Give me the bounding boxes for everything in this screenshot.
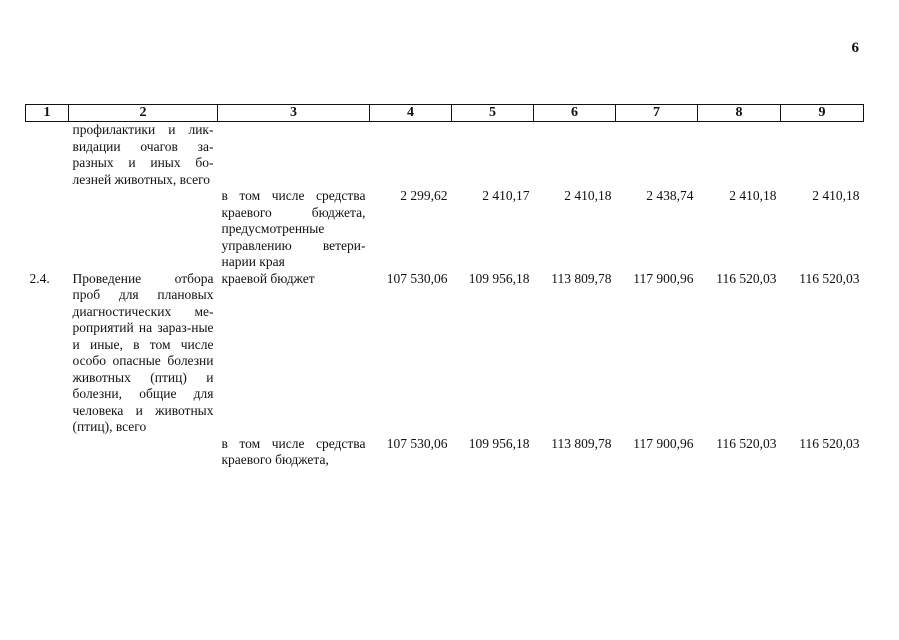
value-cell: 116 520,03 bbox=[716, 270, 777, 286]
value-cell bbox=[370, 122, 452, 189]
header-row bbox=[26, 105, 864, 122]
row-number-cell bbox=[26, 436, 69, 469]
column-header: 6 bbox=[534, 105, 616, 122]
activity-name-cell: профилактики и лик-видации очагов за-разных и иных бо-лезней животных, всего bbox=[72, 122, 214, 187]
value-cell: 107 530,06 bbox=[386, 270, 448, 286]
value-cell: 116 520,03 bbox=[799, 435, 860, 451]
row-number-cell bbox=[26, 122, 69, 189]
column-header: 8 bbox=[698, 105, 781, 122]
column-header: 5 bbox=[452, 105, 534, 122]
column-header: 9 bbox=[781, 105, 864, 122]
funding-source-cell bbox=[218, 122, 370, 189]
value-cell: 116 520,03 bbox=[799, 270, 860, 286]
column-header: 7 bbox=[616, 105, 698, 122]
value-cell: 2 299,62 bbox=[400, 188, 448, 203]
table-row bbox=[26, 271, 864, 436]
row-number-cell: 2.4. bbox=[29, 270, 50, 286]
budget-table bbox=[25, 104, 864, 469]
value-cell: 117 900,96 bbox=[633, 435, 694, 451]
value-cell: 2 410,18 bbox=[729, 188, 777, 203]
column-header: 4 bbox=[370, 105, 452, 122]
column-header: 3 bbox=[218, 105, 370, 122]
table-row bbox=[26, 122, 864, 189]
value-cell: 2 410,17 bbox=[482, 188, 530, 203]
value-cell: 113 809,78 bbox=[551, 270, 612, 286]
value-cell: 2 410,18 bbox=[564, 188, 612, 203]
table-row bbox=[26, 188, 864, 271]
value-cell bbox=[781, 122, 864, 189]
activity-name-cell bbox=[69, 188, 218, 271]
funding-source-cell: краевой бюджет bbox=[221, 270, 315, 286]
column-header: 1 bbox=[26, 105, 69, 122]
value-cell bbox=[616, 122, 698, 189]
value-cell: 2 410,18 bbox=[812, 188, 860, 203]
page-number: 6 bbox=[851, 40, 859, 56]
value-cell: 2 438,74 bbox=[646, 188, 694, 203]
row-number-cell bbox=[26, 188, 69, 271]
value-cell bbox=[534, 122, 616, 189]
column-header: 2 bbox=[69, 105, 218, 122]
value-cell: 109 956,18 bbox=[468, 435, 530, 451]
value-cell bbox=[698, 122, 781, 189]
value-cell: 116 520,03 bbox=[716, 435, 777, 451]
activity-name-cell: Проведение отбора проб для плановых диагностических ме-роприятий на зараз-ные и иные, в том числе особо опасные болезни животных (птиц) и болезни, общие для человека и животных (птиц), всего bbox=[72, 270, 214, 434]
value-cell: 117 900,96 bbox=[633, 270, 694, 286]
table-row bbox=[26, 436, 864, 469]
value-cell: 107 530,06 bbox=[386, 435, 448, 451]
funding-source-cell: в том числе средства краевого бюджета, предусмотренные управлению ветери-нарии края bbox=[221, 188, 366, 269]
value-cell bbox=[452, 122, 534, 189]
value-cell: 113 809,78 bbox=[551, 435, 612, 451]
activity-name-cell bbox=[69, 436, 218, 469]
funding-source-cell: в том числе средства краевого бюджета, bbox=[221, 435, 366, 467]
value-cell: 109 956,18 bbox=[468, 270, 530, 286]
